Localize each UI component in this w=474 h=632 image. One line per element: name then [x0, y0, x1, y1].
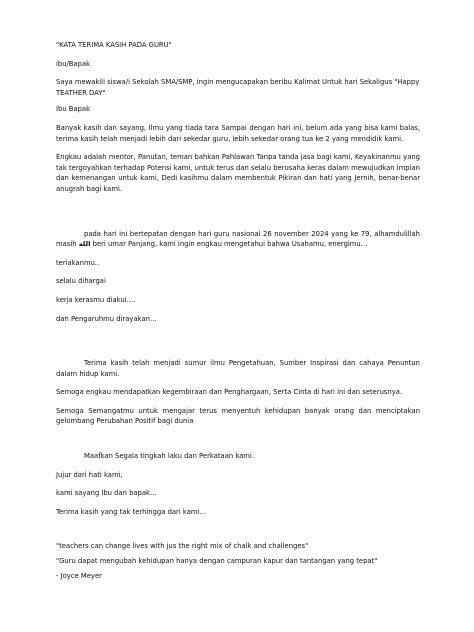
arabic-allah-text: الله: [78, 240, 91, 249]
paragraph-semangat: Semoga Semangatmu untuk mengajar terus menyentuh kehidupan banyak orang dan menciptakan gelombang Perubahan Positif bagi dunia: [56, 406, 420, 426]
paragraph-hari-guru: [56, 229, 420, 250]
closing-terima-kasih: Terima kasih yang tak terhingga dari kami…: [56, 507, 207, 516]
hari-guru-text-b: beri umar Panjang, kami ingin engkau mengetahui bahwa Usahamu, energimu…: [90, 240, 368, 249]
line-kerja-kerasmu: kerja kerasmu diakui….: [56, 295, 136, 304]
paragraph-kegembiraan: Semoga engkau mendapatkan kegembiraan dan Penghargaan, Serta Cinta di hari ini dan seterusnya.: [56, 388, 403, 397]
greeting-ibu-bapak: ibu/Bapak: [56, 59, 91, 68]
closing-jujur: Jujur dari hati kami,: [56, 470, 123, 479]
greeting-ibu-bapak-2: Ibu Bapak: [56, 105, 91, 114]
document-body: [56, 40, 420, 581]
quote-author: - Joyce Meyer: [56, 571, 102, 580]
line-pengaruhmu: dan Pengaruhmu dirayakan…: [56, 314, 157, 323]
quote-english: "teachers can change lives with jus the right mix of chalk and challenges": [56, 542, 309, 551]
document-title: "KATA TERIMA KASIH PADA GURU": [56, 41, 172, 49]
quote-indonesian: "Guru dapat mengubah kehidupan hanya dengan campuran kapur dan tantangan yang tepat": [56, 557, 378, 566]
paragraph-kasih-sayang: Banyak kasih dan sayang, Ilmu yang tiada tara Sampai dengan hari ini, belum ada yang bisa kami balas, terima kasih telah menjadi lebih dari sekedar guru, lebih sekedar orang tua ke 2 yang mendidik kami.: [56, 123, 420, 143]
intro-paragraph: Saya mewakili siswa/i Sekolah SMA/SMP, ingin mengucapakan beribu Kalimat Untuk hari Sekaligus "Happy TEATHER DAY": [56, 78, 420, 97]
line-teriakanmu: teriakanmu..: [56, 258, 100, 267]
hari-guru-text-a: pada hari ini bertepatan dengan hari guru nasional 26 november 2024 yang ke 79, alhamdulillah masih: [56, 229, 420, 249]
closing-sayang: kami sayang Ibu dan bapak…: [56, 489, 157, 498]
paragraph-maafkan: Maafkan Segala tingkah laku dan Perkataan kami.: [84, 452, 254, 461]
line-selalu-dihargai: selalu dihargai: [56, 277, 106, 286]
paragraph-sumur-ilmu: Terima kasih telah menjadi sumur ilmu Pengetahuan, Sumber Inspirasi dan cahaya Penuntun dalam hidup kami.: [56, 359, 420, 378]
paragraph-mentor: Engkau adalah mentor, Panutan, teman bahkan Pahlawan Tanpa tanda jasa bagi kami, Keyakinanmu yang tak tergoyahkan terhadap Potensi kami, untuk terus dan selalu berusaha keras dalam mewujudkan impian dan kemenangan untuk kami, Dedi kasihmu dalam membentuk Pikiran dan hati yang Jernih, benar-benar anugrah bagi kami.: [56, 153, 420, 193]
